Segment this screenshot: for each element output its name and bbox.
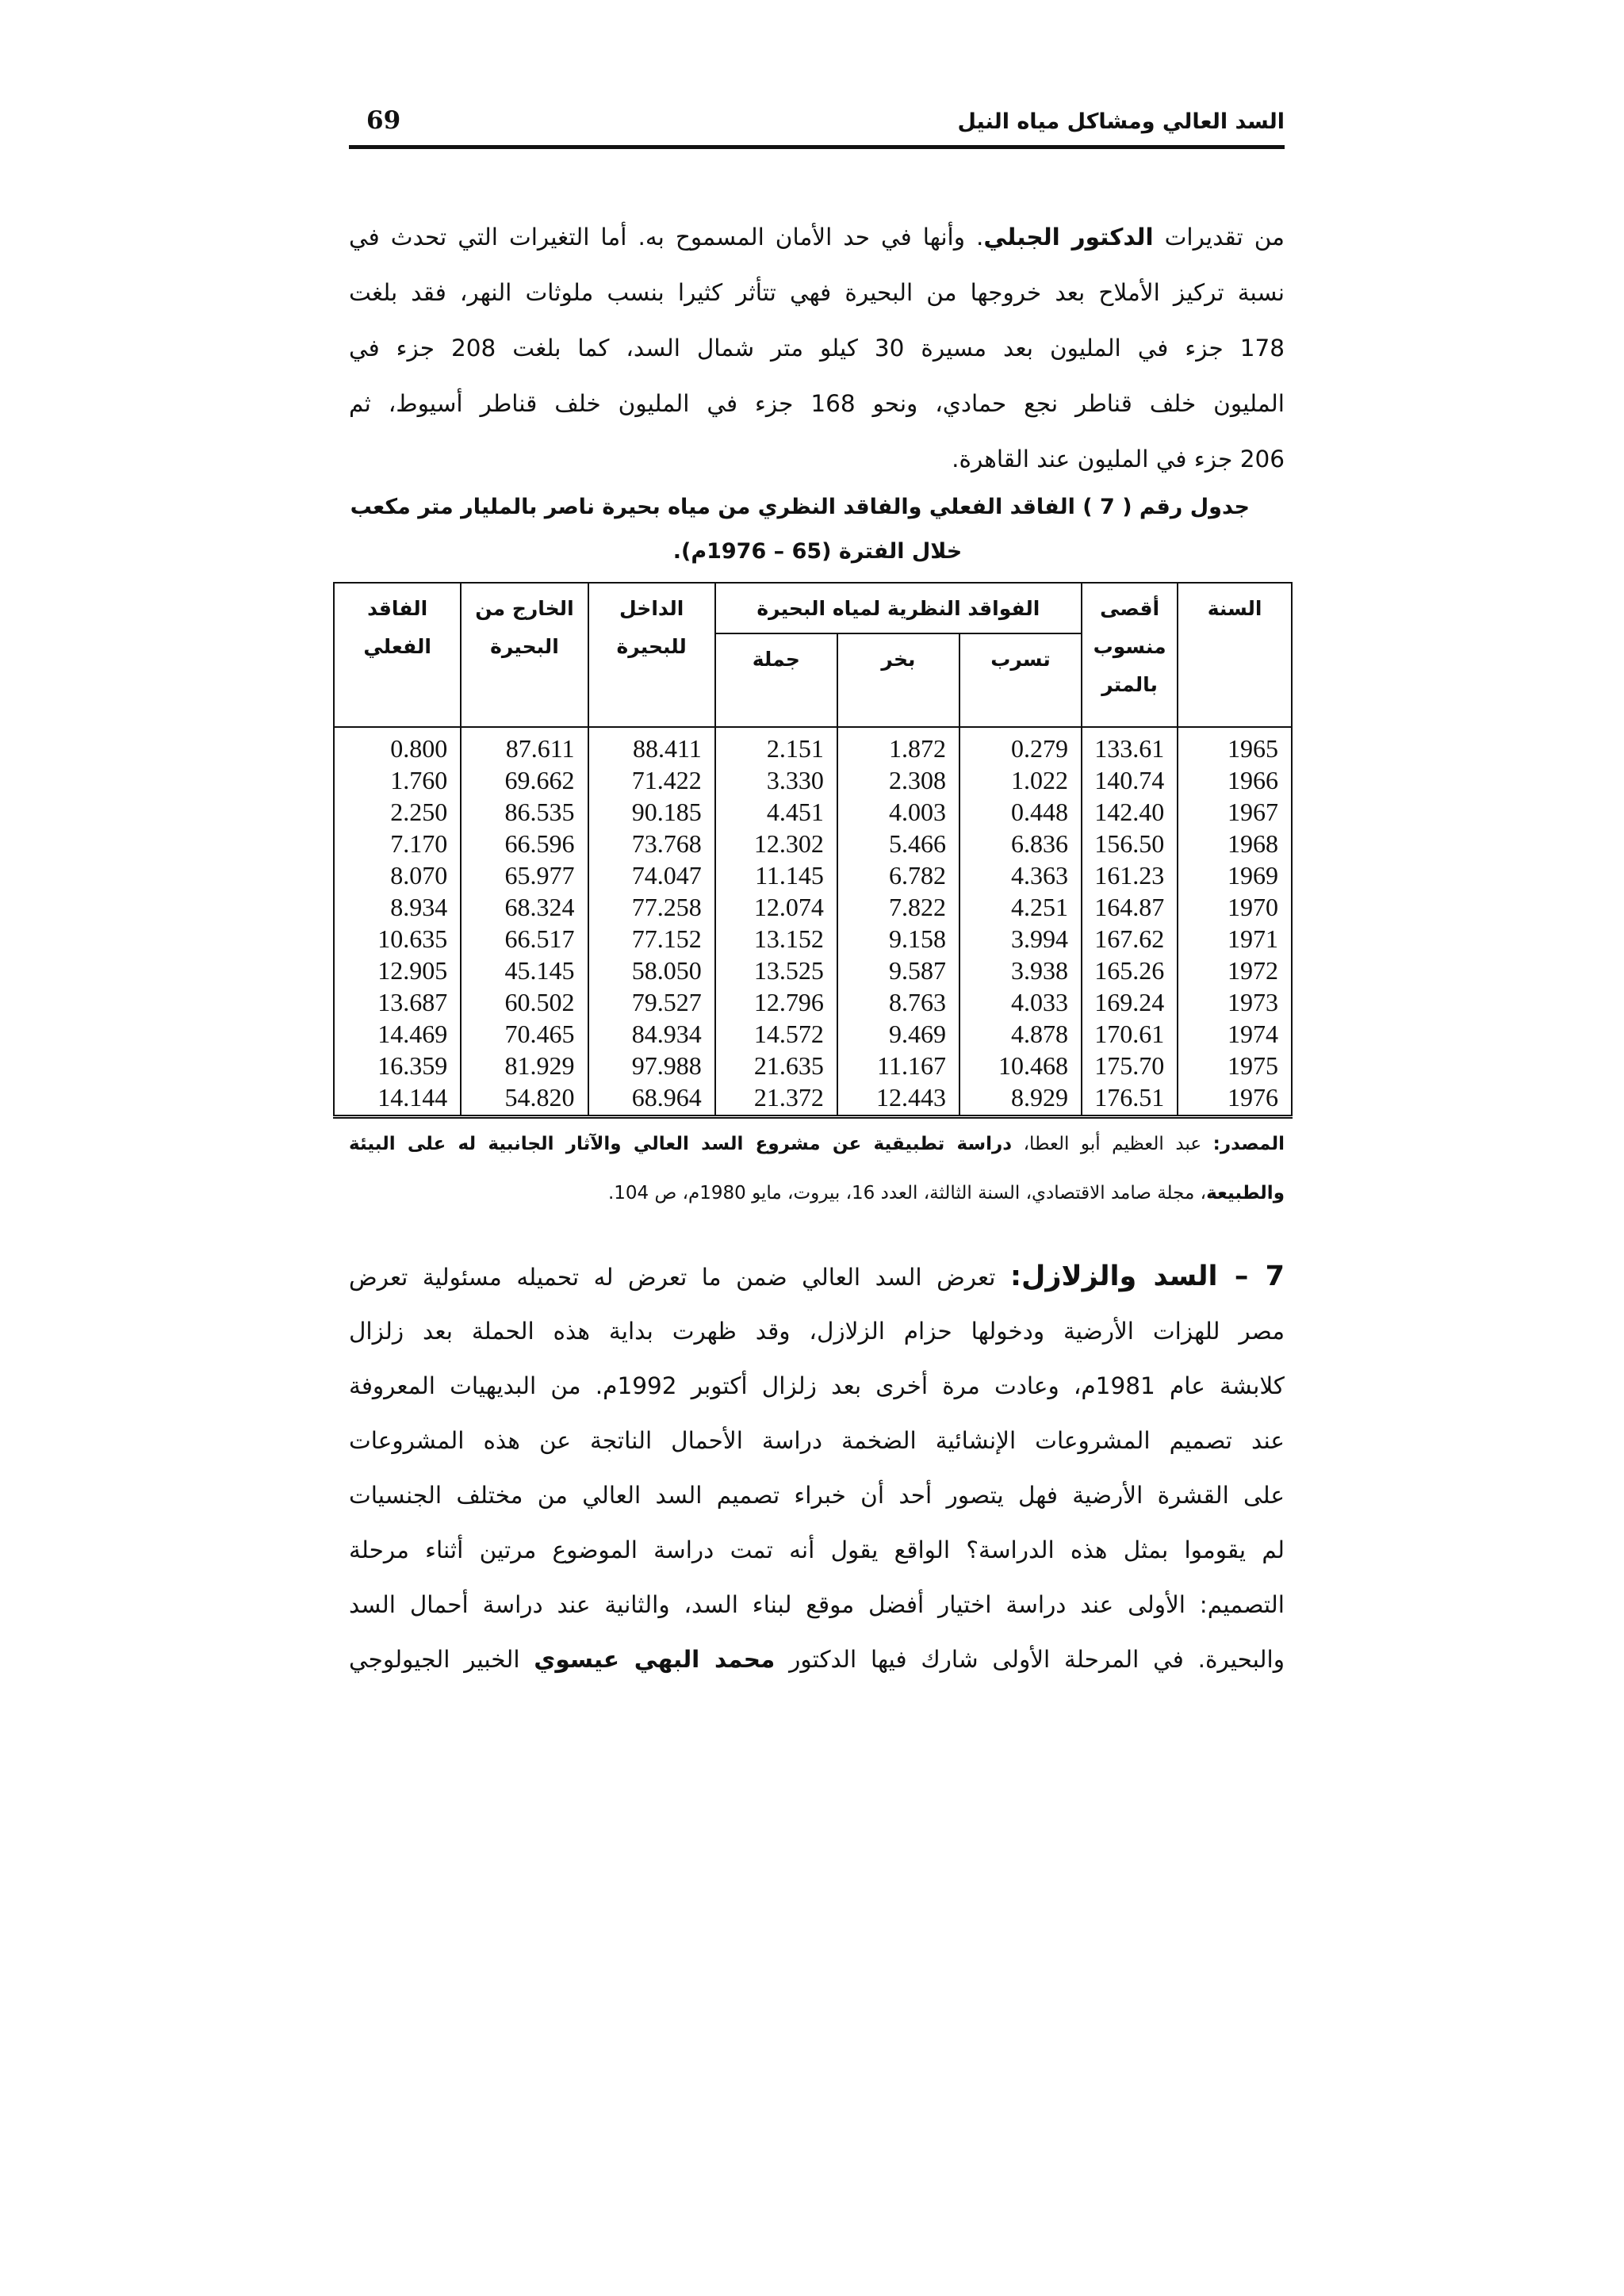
cell-outflow: 69.662 [461,764,588,796]
cell-inflow: 90.185 [588,796,715,828]
cell-inflow: 88.411 [588,727,715,764]
source-note [349,1119,1285,1218]
cell-max-level: 164.87 [1082,891,1178,923]
cell-year: 1972 [1178,955,1292,986]
cell-year: 1969 [1178,859,1292,891]
cell-actual-loss: 12.905 [334,955,461,986]
text-line: 206 جزء في المليون عند القاهرة. [952,446,1285,473]
header-inflow: الداخل للبحيرة [588,583,715,727]
cell-outflow: 66.517 [461,923,588,955]
cell-evaporation: 1.872 [837,727,959,764]
text-line: والبحيرة. في المرحلة الأولى شارك فيها الدكتور محمد البهي عيسوي الخبير الجيولوجي [349,1646,1285,1673]
cell-max-level: 167.62 [1082,923,1178,955]
cell-total: 4.451 [715,796,837,828]
cell-seepage: 8.929 [959,1081,1082,1117]
table-row [334,1050,1292,1081]
text-line: لم يقوموا بمثل هذه الدراسة؟ الواقع يقول أنه تمت دراسة الموضوع مرتين أثناء مرحلة [349,1536,1285,1563]
cell-inflow: 79.527 [588,986,715,1018]
text-line: التصميم: الأولى عند دراسة اختيار أفضل موقع لبناء السد، والثانية عند دراسة أحمال السد [349,1591,1285,1618]
cell-outflow: 45.145 [461,955,588,986]
text-line: كلابشة عام 1981م، وعادت مرة أخرى بعد زلزال أكتوبر 1992م. من البديهيات المعروفة [349,1372,1285,1399]
cell-seepage: 4.878 [959,1018,1082,1050]
table-caption [350,485,1250,574]
source-line [349,1169,1285,1218]
table-row [334,923,1292,955]
cell-total: 2.151 [715,727,837,764]
cell-seepage: 6.836 [959,828,1082,859]
cell-seepage: 3.994 [959,923,1082,955]
cell-inflow: 97.988 [588,1050,715,1081]
cell-seepage: 10.468 [959,1050,1082,1081]
cell-total: 12.302 [715,828,837,859]
cell-actual-loss: 8.934 [334,891,461,923]
cell-max-level: 176.51 [1082,1081,1178,1117]
cell-seepage: 4.251 [959,891,1082,923]
cell-inflow: 77.152 [588,923,715,955]
table-row [334,828,1292,859]
cell-year: 1968 [1178,828,1292,859]
bold-name: محمد البهي عيسوي [534,1646,776,1673]
cell-outflow: 66.596 [461,828,588,859]
running-title: السد العالي ومشاكل مياه النيل [957,109,1285,134]
cell-max-level: 165.26 [1082,955,1178,986]
cell-outflow: 86.535 [461,796,588,828]
cell-evaporation: 7.822 [837,891,959,923]
table-row [334,986,1292,1018]
cell-actual-loss: 16.359 [334,1050,461,1081]
cell-max-level: 140.74 [1082,764,1178,796]
losses-table [333,582,1293,1119]
cell-inflow: 71.422 [588,764,715,796]
cell-inflow: 73.768 [588,828,715,859]
cell-seepage: 3.938 [959,955,1082,986]
cell-seepage: 4.363 [959,859,1082,891]
cell-year: 1965 [1178,727,1292,764]
cell-max-level: 142.40 [1082,796,1178,828]
cell-year: 1975 [1178,1050,1292,1081]
cell-seepage: 0.448 [959,796,1082,828]
cell-evaporation: 2.308 [837,764,959,796]
cell-total: 13.152 [715,923,837,955]
cell-evaporation: 4.003 [837,796,959,828]
text-line: مصر للهزات الأرضية ودخولها حزام الزلازل، وقد ظهرت بداية هذه الحملة بعد زلزال [349,1318,1285,1345]
cell-actual-loss: 14.144 [334,1081,461,1117]
cell-actual-loss: 10.635 [334,923,461,955]
caption-line: جدول رقم ( 7 ) الفاقد الفعلي والفاقد النظري من مياه بحيرة ناصر بالمليار متر مكعب [350,495,1250,519]
text-line: 178 جزء في المليون بعد مسيرة 30 كيلو متر شمال السد، كما بلغت 208 جزء في [349,335,1285,362]
header-evaporation: بخر [837,633,959,727]
cell-actual-loss: 2.250 [334,796,461,828]
cell-outflow: 65.977 [461,859,588,891]
cell-year: 1971 [1178,923,1292,955]
text-line: من تقديرات الدكتور الجبلي. وأنها في حد الأمان المسموح به. أما التغيرات التي تحدث في [349,224,1285,251]
text-line: 7 – السد والزلازل: تعرض السد العالي ضمن ما تعرض له تحميله مسئولية تعرض [349,1261,1285,1292]
table-row [334,796,1292,828]
cell-total: 21.635 [715,1050,837,1081]
cell-seepage: 0.279 [959,727,1082,764]
cell-seepage: 1.022 [959,764,1082,796]
cell-evaporation: 9.469 [837,1018,959,1050]
caption-line: خلال الفترة (65 – 1976م). [672,539,963,564]
section-earthquakes [349,1249,1285,1687]
header-rule [349,145,1285,149]
text-line: على القشرة الأرضية فهل يتصور أحد أن خبراء تصميم السد العالي من مختلف الجنسيات [349,1482,1285,1509]
cell-outflow: 70.465 [461,1018,588,1050]
cell-actual-loss: 14.469 [334,1018,461,1050]
page-header [349,101,1285,149]
cell-inflow: 77.258 [588,891,715,923]
cell-max-level: 170.61 [1082,1018,1178,1050]
cell-evaporation: 8.763 [837,986,959,1018]
source-author: عبد العظيم أبو العطا، [1012,1134,1213,1154]
cell-year: 1970 [1178,891,1292,923]
table-row [334,1018,1292,1050]
header-seepage: تسرب [959,633,1082,727]
header-outflow: الخارج من البحيرة [461,583,588,727]
cell-total: 3.330 [715,764,837,796]
header-max-level: أقصى منسوب بالمتر [1082,583,1178,727]
cell-max-level: 161.23 [1082,859,1178,891]
cell-evaporation: 6.782 [837,859,959,891]
cell-year: 1966 [1178,764,1292,796]
source-title: دراسة تطبيقية عن مشروع السد العالي والآثار الجانبية له على البيئة [349,1134,1012,1154]
paragraph-salinity [349,209,1285,487]
cell-outflow: 81.929 [461,1050,588,1081]
cell-total: 12.074 [715,891,837,923]
table-row [334,1081,1292,1117]
cell-inflow: 74.047 [588,859,715,891]
source-publication: ، مجلة صامد الاقتصادي، السنة الثالثة، العدد 16، بيروت، مايو 1980م، ص 104. [607,1183,1207,1203]
header-actual-loss: الفاقد الفعلي [334,583,461,727]
cell-total: 14.572 [715,1018,837,1050]
cell-max-level: 175.70 [1082,1050,1178,1081]
source-label: المصدر: [1212,1134,1285,1154]
source-line [349,1119,1285,1169]
cell-actual-loss: 1.760 [334,764,461,796]
cell-actual-loss: 8.070 [334,859,461,891]
cell-outflow: 87.611 [461,727,588,764]
header-total: جملة [715,633,837,727]
header-year: السنة [1178,583,1292,727]
cell-total: 12.796 [715,986,837,1018]
cell-max-level: 156.50 [1082,828,1178,859]
cell-actual-loss: 7.170 [334,828,461,859]
cell-total: 13.525 [715,955,837,986]
cell-max-level: 169.24 [1082,986,1178,1018]
cell-year: 1973 [1178,986,1292,1018]
text-line: عند تصميم المشروعات الإنشائية الضخمة دراسة الأحمال الناتجة عن هذه المشروعات [349,1427,1285,1454]
section-heading: 7 – السد والزلازل: [1010,1261,1285,1292]
cell-seepage: 4.033 [959,986,1082,1018]
source-title-end: والطبيعة [1206,1183,1285,1203]
cell-outflow: 60.502 [461,986,588,1018]
bold-name: الدكتور الجبلي [983,224,1154,251]
cell-evaporation: 11.167 [837,1050,959,1081]
table-row [334,764,1292,796]
cell-outflow: 68.324 [461,891,588,923]
table-row [334,955,1292,986]
cell-year: 1967 [1178,796,1292,828]
table-row [334,727,1292,764]
cell-actual-loss: 0.800 [334,727,461,764]
cell-actual-loss: 13.687 [334,986,461,1018]
cell-inflow: 58.050 [588,955,715,986]
cell-evaporation: 9.587 [837,955,959,986]
cell-outflow: 54.820 [461,1081,588,1117]
header-theoretical-losses: الفواقد النظرية لمياه البحيرة [715,583,1082,633]
cell-year: 1976 [1178,1081,1292,1117]
cell-evaporation: 9.158 [837,923,959,955]
cell-inflow: 84.934 [588,1018,715,1050]
cell-total: 21.372 [715,1081,837,1117]
cell-total: 11.145 [715,859,837,891]
table-row [334,891,1292,923]
page-number: 69 [366,106,401,135]
cell-inflow: 68.964 [588,1081,715,1117]
cell-max-level: 133.61 [1082,727,1178,764]
cell-evaporation: 12.443 [837,1081,959,1117]
cell-evaporation: 5.466 [837,828,959,859]
table-row [334,859,1292,891]
cell-year: 1974 [1178,1018,1292,1050]
text-line: نسبة تركيز الأملاح بعد خروجها من البحيرة فهي تتأثر كثيرا بنسب ملوثات النهر، فقد بلغت [349,279,1285,306]
text-line: المليون خلف قناطر نجع حمادي، ونحو 168 جزء في المليون خلف قناطر أسيوط، ثم [349,390,1285,417]
